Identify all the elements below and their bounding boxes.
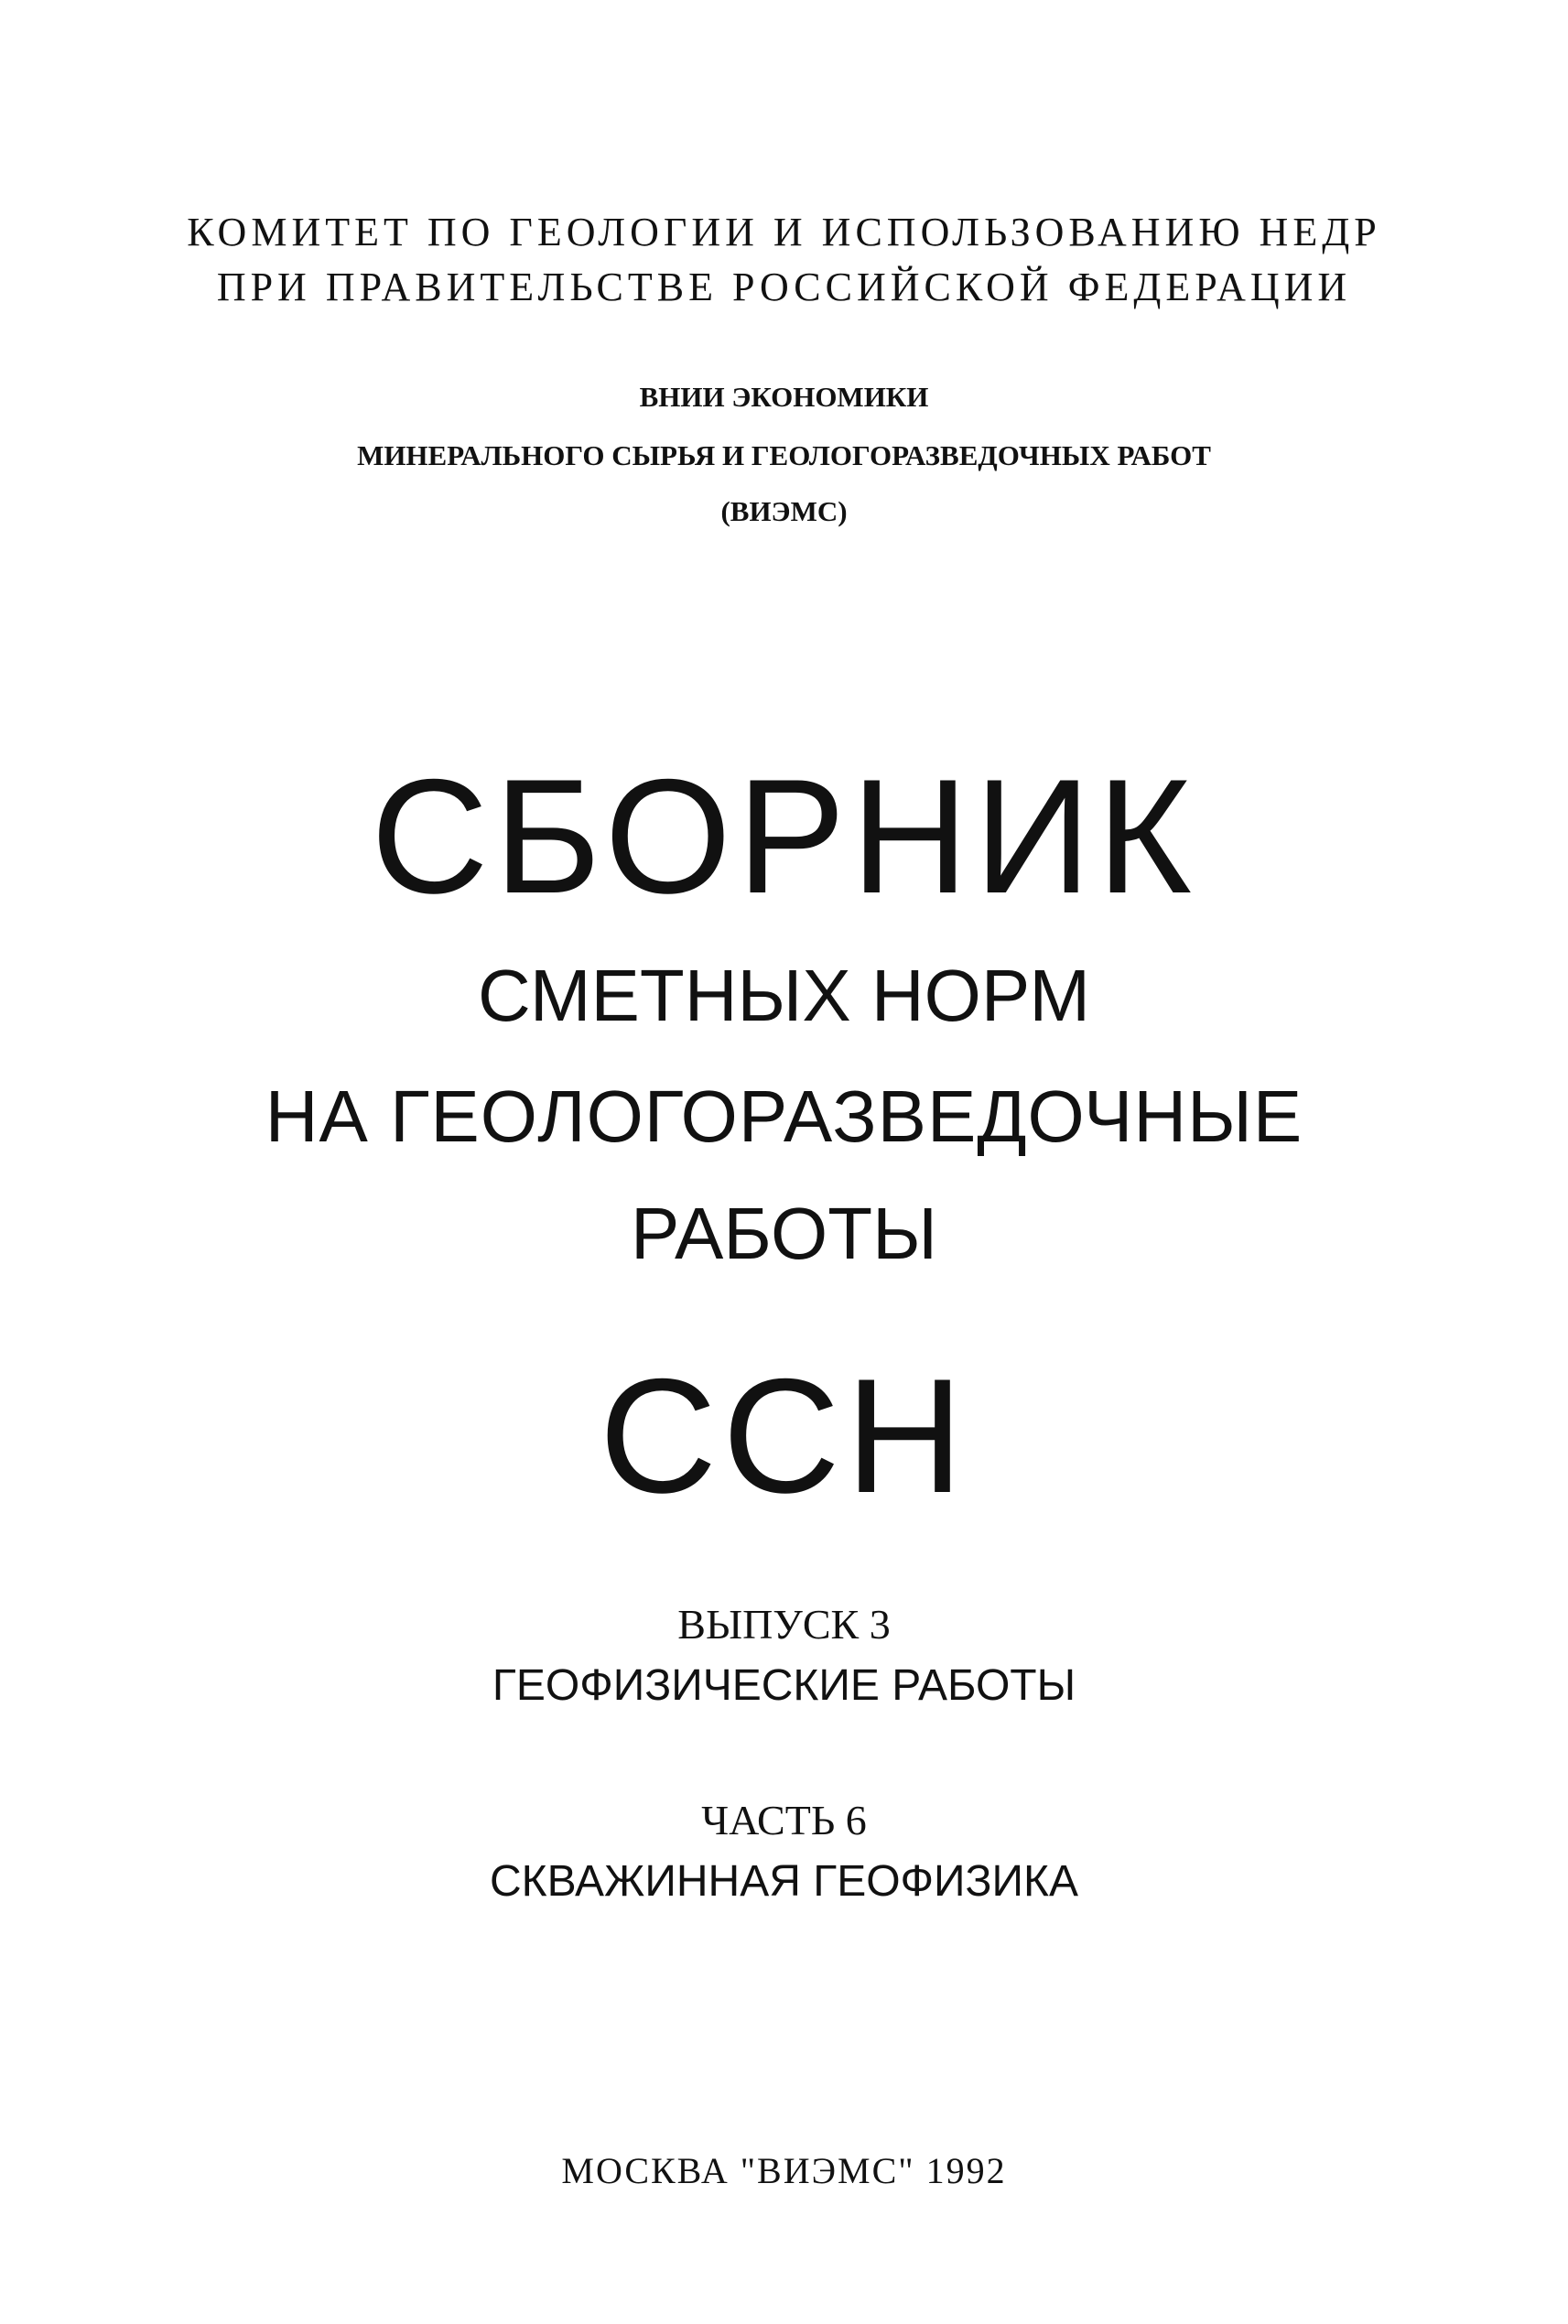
institute-name-line-2: МИНЕРАЛЬНОГО СЫРЬЯ И ГЕОЛОГОРАЗВЕДОЧНЫХ РАБОТ xyxy=(357,439,1211,471)
issue-number: ВЫПУСК 3 xyxy=(677,1601,891,1648)
document-subtitle-line-1: СМЕТНЫХ НОРМ xyxy=(477,955,1091,1036)
issue-name: ГЕОФИЗИЧЕСКИЕ РАБОТЫ xyxy=(492,1661,1076,1710)
document-subtitle-line-3: РАБОТЫ xyxy=(631,1193,937,1274)
document-title: СБОРНИК xyxy=(371,745,1197,927)
institute-abbreviation: (ВИЭМС) xyxy=(720,495,848,527)
institute-name-line-1: ВНИИ ЭКОНОМИКИ xyxy=(639,381,929,413)
document-abbreviation: ССН xyxy=(599,1345,969,1527)
publication-imprint: МОСКВА "ВИЭМС" 1992 xyxy=(561,2150,1007,2191)
part-name: СКВАЖИННАЯ ГЕОФИЗИКА xyxy=(489,1857,1079,1906)
part-number: ЧАСТЬ 6 xyxy=(701,1797,867,1843)
committee-name-line-1: КОМИТЕТ ПО ГЕОЛОГИИ И ИСПОЛЬЗОВАНИЮ НЕДР xyxy=(187,210,1381,254)
document-subtitle-line-2: НА ГЕОЛОГОРАЗВЕДОЧНЫЕ xyxy=(265,1076,1303,1157)
committee-name-line-2: ПРИ ПРАВИТЕЛЬСТВЕ РОССИЙСКОЙ ФЕДЕРАЦИИ xyxy=(216,265,1352,309)
